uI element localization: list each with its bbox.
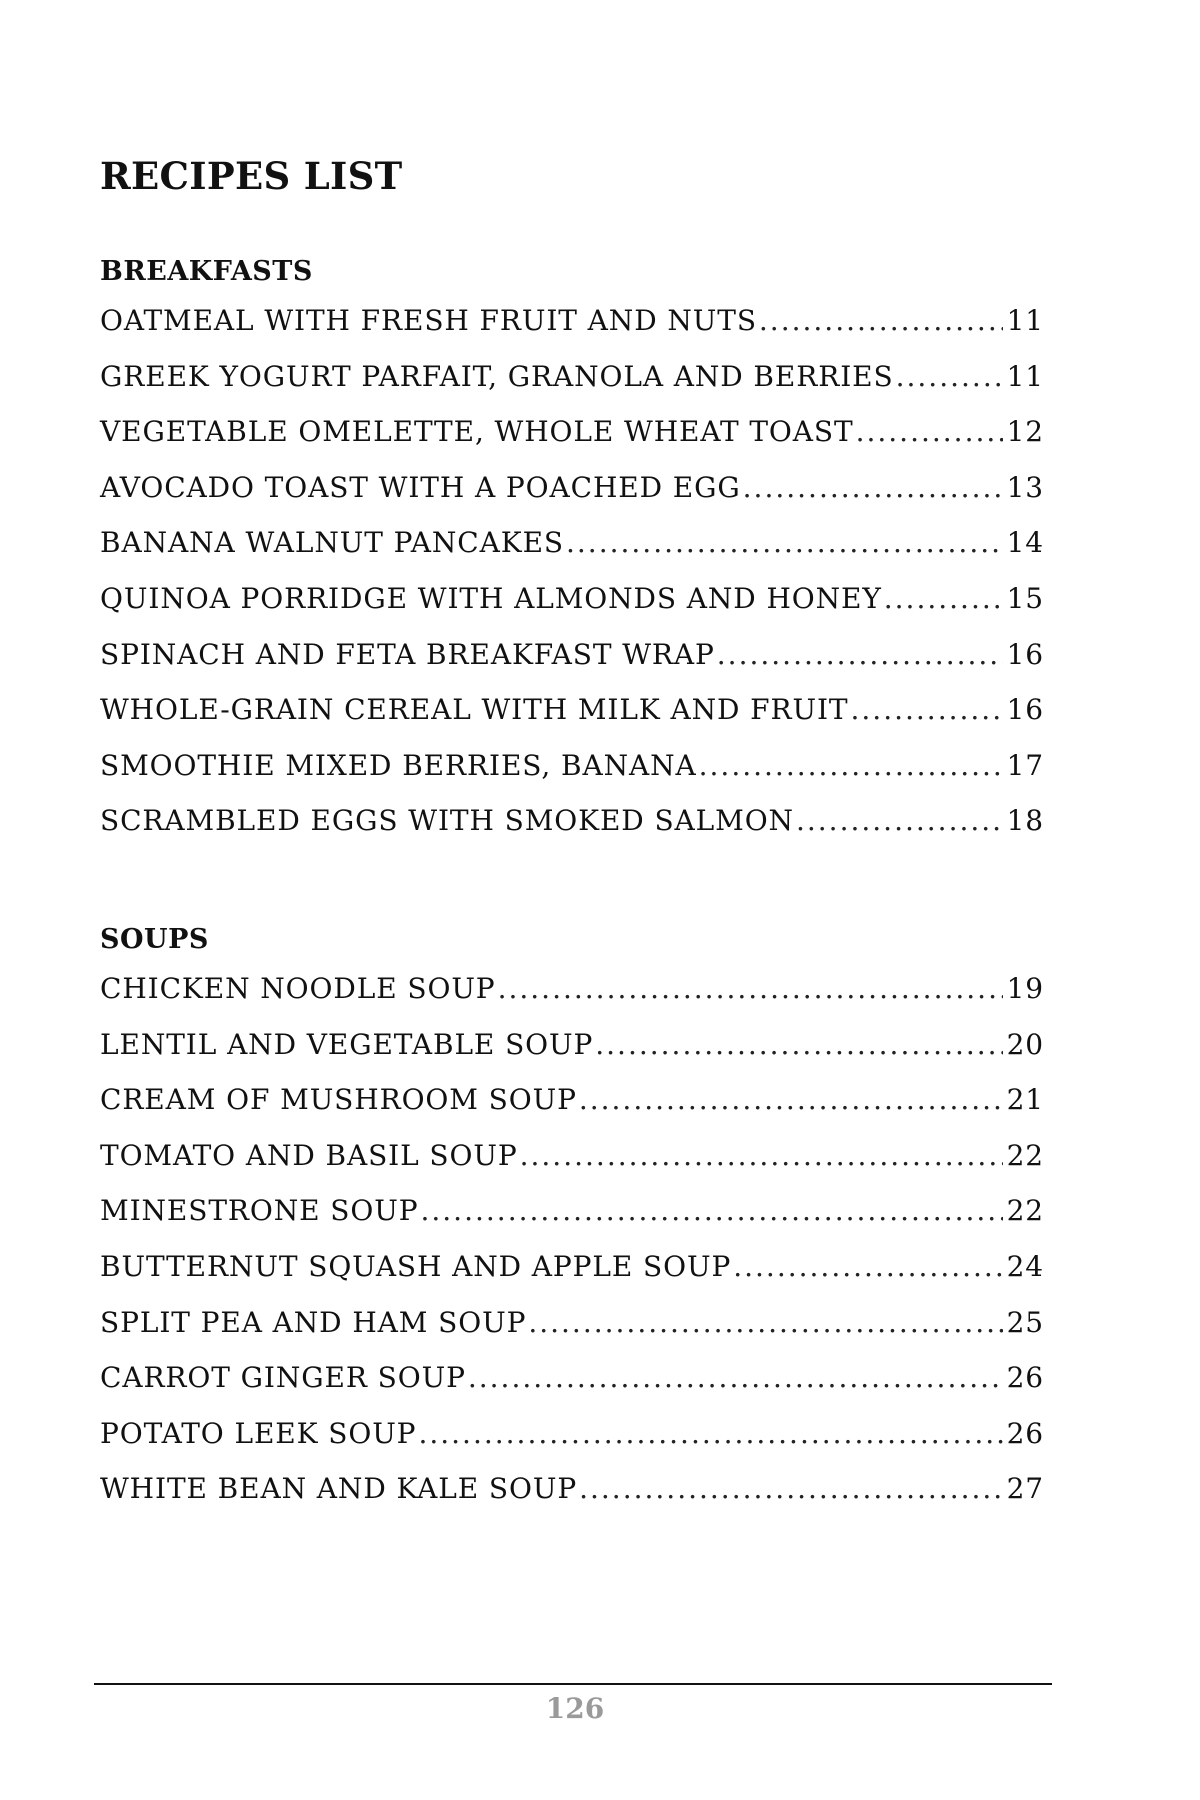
dot-leader: [418, 1417, 1002, 1450]
toc-entry[interactable]: [100, 360, 1044, 416]
dot-leader: [420, 1194, 1002, 1227]
toc-entry-title: AVOCADO TOAST WITH A POACHED EGG: [100, 470, 741, 504]
page-number: 126: [545, 1692, 605, 1725]
toc-entry-page: 18: [1006, 804, 1044, 838]
toc-entry-page: 25: [1006, 1305, 1044, 1339]
dot-leader: [699, 749, 1003, 782]
toc-entry[interactable]: [100, 693, 1044, 749]
toc-entry-page: 16: [1006, 637, 1044, 671]
toc-entry-title: MINESTRONE SOUP: [100, 1194, 419, 1228]
toc-entry-page: 17: [1006, 748, 1044, 782]
toc-entry-page: 16: [1006, 693, 1044, 727]
toc-entry[interactable]: [100, 1139, 1044, 1195]
toc-entry[interactable]: [100, 1361, 1044, 1417]
toc-entry-page: 26: [1006, 1361, 1044, 1395]
toc-entry-page: 11: [1006, 359, 1044, 393]
toc-entry-title: POTATO LEEK SOUP: [100, 1416, 417, 1450]
toc-entry[interactable]: [100, 526, 1044, 582]
dot-leader: [579, 1083, 1003, 1116]
section-soups: [100, 920, 1044, 1528]
toc-entry-title: SMOOTHIE MIXED BERRIES, BANANA: [100, 748, 697, 782]
toc-entry[interactable]: [100, 804, 1044, 860]
toc-entry-title: BUTTERNUT SQUASH AND APPLE SOUP: [100, 1249, 732, 1283]
dot-leader: [851, 693, 1003, 726]
toc-entry-page: 27: [1006, 1472, 1044, 1506]
toc-entry-title: CREAM OF MUSHROOM SOUP: [100, 1083, 577, 1117]
toc-entry-page: 26: [1006, 1416, 1044, 1450]
toc-entry[interactable]: [100, 1083, 1044, 1139]
toc-entry-title: SPINACH AND FETA BREAKFAST WRAP: [100, 637, 715, 671]
toc-entry-page: 21: [1006, 1083, 1044, 1117]
toc-entry-title: TOMATO AND BASIL SOUP: [100, 1138, 518, 1172]
toc-entry[interactable]: [100, 1417, 1044, 1473]
dot-leader: [733, 1250, 1002, 1283]
toc-entry[interactable]: [100, 638, 1044, 694]
dot-leader: [566, 526, 1003, 559]
toc-entry-title: GREEK YOGURT PARFAIT, GRANOLA AND BERRIES: [100, 359, 894, 393]
footer-divider: [94, 1683, 1052, 1685]
toc-entry-title: CHICKEN NOODLE SOUP: [100, 972, 496, 1005]
section-breakfasts: [100, 252, 1044, 860]
dot-leader: [759, 304, 1003, 337]
toc-entry[interactable]: [100, 471, 1044, 527]
dot-leader: [796, 804, 1003, 837]
toc-entry[interactable]: [100, 749, 1044, 805]
dot-leader: [528, 1306, 1002, 1339]
dot-leader: [595, 1028, 1002, 1061]
dot-leader: [896, 360, 1003, 393]
toc-entry[interactable]: [100, 1194, 1044, 1250]
toc-list: [100, 304, 1044, 860]
section-heading: BREAKFASTS: [100, 256, 313, 287]
dot-leader: [468, 1361, 1003, 1394]
toc-entry-page: 24: [1006, 1249, 1044, 1283]
toc-entry[interactable]: [100, 1306, 1044, 1362]
toc-entry-page: 14: [1006, 526, 1044, 560]
toc-entry-title: SCRAMBLED EGGS WITH SMOKED SALMON: [100, 804, 794, 838]
dot-leader: [717, 638, 1003, 671]
toc-entry[interactable]: [100, 304, 1044, 360]
dot-leader: [856, 415, 1003, 448]
toc-entry-title: OATMEAL WITH FRESH FRUIT AND NUTS: [100, 304, 757, 337]
toc-entry-page: 22: [1006, 1138, 1044, 1172]
toc-entry-title: CARROT GINGER SOUP: [100, 1361, 466, 1395]
toc-list: [100, 972, 1044, 1528]
toc-entry-title: BANANA WALNUT PANCAKES: [100, 526, 564, 560]
toc-entry[interactable]: [100, 1472, 1044, 1528]
dot-leader: [884, 582, 1003, 615]
toc-entry-page: 12: [1006, 415, 1044, 449]
toc-entry[interactable]: [100, 1250, 1044, 1306]
toc-entry[interactable]: [100, 582, 1044, 638]
toc-entry-page: 20: [1006, 1027, 1044, 1061]
toc-entry-page: 22: [1006, 1194, 1044, 1228]
toc-entry[interactable]: [100, 1028, 1044, 1084]
dot-leader: [579, 1472, 1002, 1505]
toc-entry[interactable]: [100, 972, 1044, 1028]
toc-entry-title: VEGETABLE OMELETTE, WHOLE WHEAT TOAST: [100, 415, 854, 449]
toc-entry-title: LENTIL AND VEGETABLE SOUP: [100, 1027, 594, 1061]
toc-entry-page: 13: [1006, 470, 1044, 504]
toc-entry-page: 19: [1006, 972, 1044, 1005]
toc-entry-title: WHOLE-GRAIN CEREAL WITH MILK AND FRUIT: [100, 693, 849, 727]
dot-leader: [520, 1139, 1003, 1172]
toc-entry-page: 15: [1006, 581, 1044, 615]
section-heading: SOUPS: [100, 924, 209, 955]
dot-leader: [743, 471, 1003, 504]
toc-entry-title: WHITE BEAN AND KALE SOUP: [100, 1472, 578, 1506]
toc-entry-title: SPLIT PEA AND HAM SOUP: [100, 1305, 527, 1339]
toc-entry[interactable]: [100, 415, 1044, 471]
page-title: RECIPES LIST: [100, 154, 403, 198]
dot-leader: [498, 972, 1003, 1005]
toc-entry-page: 11: [1006, 304, 1044, 337]
toc-entry-title: QUINOA PORRIDGE WITH ALMONDS AND HONEY: [100, 581, 882, 615]
